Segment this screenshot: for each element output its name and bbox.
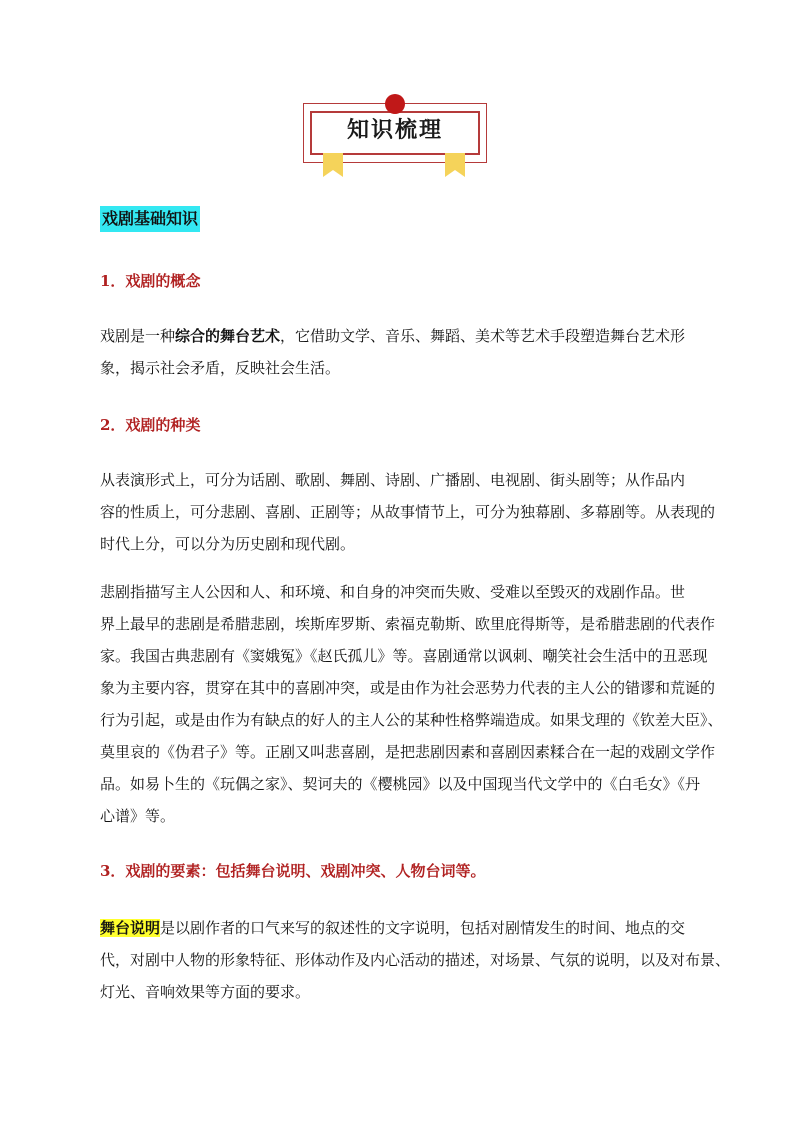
paragraph-line: 心谱》等。 [100, 807, 176, 825]
text-run: ，它借助文学、音乐、舞蹈、美术等艺术手段塑造舞台艺术形 [280, 327, 686, 345]
paragraph-line: 代，对剧中人物的形象特征、形体动作及内心活动的描述，对场景、气氛的说明，以及对布景、 [100, 951, 731, 969]
section-title: 戏剧基础知识 [100, 206, 200, 232]
banner-title: 知识梳理 [346, 118, 443, 143]
paragraph-concept [100, 320, 724, 384]
left-ribbon-icon [323, 153, 343, 177]
heading-types: 2．戏剧的种类 [100, 416, 201, 434]
paragraph-line: 时代上分，可以分为历史剧和现代剧。 [100, 535, 356, 553]
red-pin-icon [385, 94, 405, 114]
right-ribbon-icon [445, 153, 465, 177]
paragraph-line: 象为主要内容，贯穿在其中的喜剧冲突，或是由作为社会恶势力代表的主人公的错谬和荒诞的 [100, 679, 716, 697]
text-run: 是以剧作者的口气来写的叙述性的文字说明，包括对剧情发生的时间、地点的交 [160, 919, 686, 937]
paragraph-line [100, 320, 724, 352]
highlighted-term: 舞台说明 [100, 919, 161, 937]
paragraph-line: 品。如易卜生的《玩偶之家》、契诃夫的《樱桃园》以及中国现当代文学中的《白毛女》《丹 [100, 775, 701, 793]
paragraph-line: 悲剧指描写主人公因和人、和环境、和自身的冲突而失败、受难以至毁灭的戏剧作品。世 [100, 583, 686, 601]
heading-concept: 1．戏剧的概念 [100, 272, 201, 290]
paragraph-elements [100, 912, 731, 1008]
text-run: 戏剧是一种 [100, 327, 176, 345]
heading-elements: 3．戏剧的要素：包括舞台说明、戏剧冲突、人物台词等。 [100, 862, 486, 880]
paragraph-line: 行为引起，或是由作为有缺点的好人的主人公的某种性格弊端造成。如果戈理的《钦差大臣》、 [100, 711, 723, 729]
paragraph-types-forms [100, 464, 724, 560]
paragraph-line: 家。我国古典悲剧有《窦娥冤》《赵氏孤儿》等。喜剧通常以讽刺、嘲笑社会生活中的丑恶现 [100, 647, 708, 665]
bold-term: 综合的舞台艺术 [175, 327, 281, 345]
paragraph-line: 容的性质上，可分悲剧、喜剧、正剧等；从故事情节上，可分为独幕剧、多幕剧等。从表现的 [100, 503, 716, 521]
paragraph-types-detail [100, 576, 724, 832]
paragraph-line: 从表演形式上，可分为话剧、歌剧、舞剧、诗剧、广播剧、电视剧、街头剧等；从作品内 [100, 471, 686, 489]
paragraph-line: 灯光、音响效果等方面的要求。 [100, 983, 311, 1001]
paragraph-line: 莫里哀的《伪君子》等。正剧又叫悲喜剧，是把悲剧因素和喜剧因素糅合在一起的戏剧文学作 [100, 743, 716, 761]
paragraph-line: 象，揭示社会矛盾，反映社会生活。 [100, 359, 341, 377]
paragraph-line [100, 912, 724, 944]
paragraph-line: 界上最早的悲剧是希腊悲剧，埃斯库罗斯、索福克勒斯、欧里庇得斯等，是希腊悲剧的代表作 [100, 615, 716, 633]
